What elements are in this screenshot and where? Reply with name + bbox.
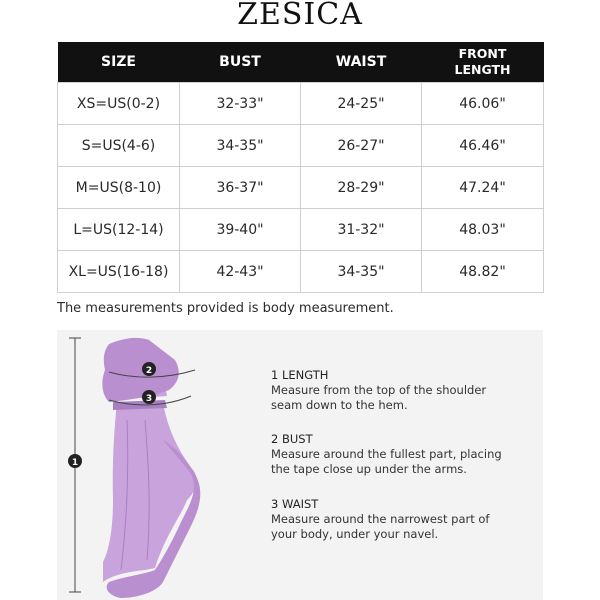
- marker-length-label: 1: [71, 458, 79, 468]
- guide-waist-title: 3 WAIST: [271, 497, 319, 511]
- cell-size: L=US(12-14): [58, 209, 180, 251]
- cell-front-length: 46.06": [422, 83, 544, 125]
- dress-skirt-shape: [103, 402, 197, 582]
- table-row: [58, 251, 544, 293]
- cell-waist: 24-25": [301, 83, 422, 125]
- table-row: [58, 83, 544, 125]
- marker-waist-label: 3: [145, 394, 153, 404]
- marker-bust-label: 2: [145, 366, 153, 376]
- cell-front-length: 48.03": [422, 209, 544, 251]
- header-waist: WAIST: [301, 42, 422, 83]
- guide-length: [271, 368, 486, 413]
- size-chart-table: [57, 42, 544, 293]
- guide-length-line1: Measure from the top of the shoulder: [271, 383, 487, 397]
- cell-size: M=US(8-10): [58, 167, 180, 209]
- measurement-note: The measurements provided is body measurement.: [57, 301, 394, 316]
- cell-bust: 36-37": [180, 167, 301, 209]
- guide-waist-line1: Measure around the narrowest part of: [271, 512, 490, 526]
- cell-bust: 32-33": [180, 83, 301, 125]
- cell-waist: 34-35": [301, 251, 422, 293]
- guide-length-line2: seam down to the hem.: [271, 398, 408, 412]
- cell-size: XL=US(16-18): [58, 251, 180, 293]
- header-front-length: [422, 42, 544, 83]
- cell-front-length: 46.46": [422, 125, 544, 167]
- dress-shoulder-ruffle: [102, 338, 178, 402]
- guide-bust: [271, 432, 502, 477]
- cell-size: XS=US(0-2): [58, 83, 180, 125]
- header-size: SIZE: [58, 42, 180, 83]
- cell-size: S=US(4-6): [58, 125, 180, 167]
- table-row: [58, 209, 544, 251]
- guide-bust-line2: the tape close up under the arms.: [271, 462, 467, 476]
- guide-waist: [271, 497, 489, 542]
- cell-bust: 39-40": [180, 209, 301, 251]
- table-header-row: [58, 42, 544, 83]
- guide-bust-line1: Measure around the fullest part, placing: [271, 447, 502, 461]
- header-bust: BUST: [180, 42, 301, 83]
- cell-front-length: 47.24": [422, 167, 544, 209]
- cell-bust: 42-43": [180, 251, 301, 293]
- cell-front-length: 48.82": [422, 251, 544, 293]
- guide-bust-title: 2 BUST: [271, 432, 313, 446]
- cell-waist: 31-32": [301, 209, 422, 251]
- table-row: [58, 167, 544, 209]
- guide-waist-line2: your body, under your navel.: [271, 527, 439, 541]
- cell-bust: 34-35": [180, 125, 301, 167]
- header-front-line1: FRONT: [458, 46, 507, 61]
- measure-guide-panel: [57, 330, 543, 600]
- cell-waist: 28-29": [301, 167, 422, 209]
- brand-logo: ZESICA: [237, 0, 363, 32]
- header-front-line2: LENGTH: [454, 62, 511, 77]
- cell-waist: 26-27": [301, 125, 422, 167]
- dress-illustration: [57, 330, 257, 600]
- guide-length-title: 1 LENGTH: [271, 368, 329, 382]
- table-row: [58, 125, 544, 167]
